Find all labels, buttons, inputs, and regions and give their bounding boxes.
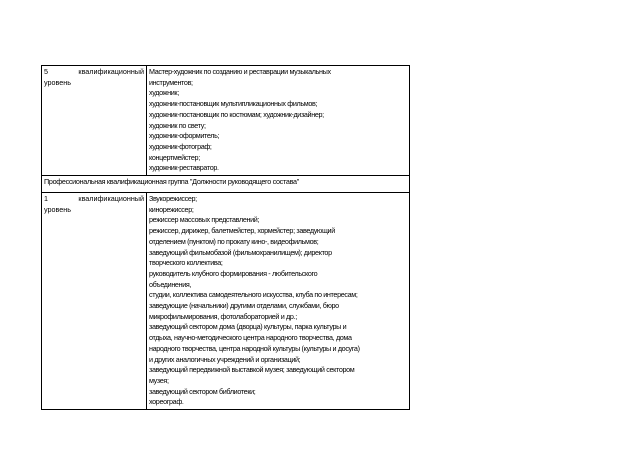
group-header-cell: Профессиональная квалификационная группа "Должности руководящего состава" <box>42 176 410 193</box>
qualification-level-unit: уровень <box>44 204 71 214</box>
position-line: объединения, <box>149 279 192 289</box>
position-line: художник-фотограф; <box>149 141 212 151</box>
qualification-level-number: 5 <box>44 67 48 76</box>
table-row <box>42 66 410 176</box>
qualification-level-number: 1 <box>44 194 48 204</box>
position-line: художник-постановщик мультипликационных фильмов; <box>149 99 318 109</box>
qualification-level-word: квалификационный <box>78 67 144 76</box>
position-line: режиссер массовых представлений; <box>149 215 260 225</box>
position-line: руководитель клубного формирования - любительского <box>149 268 318 278</box>
position-line: народного творчества, центра народной культуры (культуры и досуга) <box>149 343 360 353</box>
position-line: заведующий сектором дома (дворца) культуры, парка культуры и <box>149 322 347 332</box>
position-line: студии, коллектива самодеятельного искусства, клуба по интересам; <box>149 290 358 300</box>
position-line: Мастер-художник по созданию и реставрации музыкальных <box>149 67 331 76</box>
position-line: художник-постановщик по костюмам; художник-дизайнер; <box>149 109 324 119</box>
position-line: творческого коллектива; <box>149 258 223 268</box>
position-line: хореограф. <box>149 397 184 407</box>
position-line: инструментов; <box>149 77 193 87</box>
position-line: отдыха, научно-методического центра народного творчества, дома <box>149 333 352 343</box>
qualification-level-cell <box>42 66 147 176</box>
position-line: микрофильмирования, фотолабораторией и др.; <box>149 311 297 321</box>
position-line: художник по свету; <box>149 120 206 130</box>
position-line: художник-оформитель; <box>149 131 220 141</box>
position-line: режиссер, дирижер, балетмейстер, хормейстер; заведующий <box>149 226 335 236</box>
qualification-level-title <box>44 67 144 78</box>
position-line: Звукорежиссер; <box>149 194 197 204</box>
position-line: заведующий передвижной выставкой музея; заведующий сектором <box>149 365 355 375</box>
positions-cell <box>147 66 410 176</box>
position-line: художник; <box>149 88 179 98</box>
position-line: кинорежиссер; <box>149 204 194 214</box>
qualification-level-word: квалификационный <box>78 194 144 204</box>
qualification-level-title <box>44 194 144 205</box>
qualification-level-unit: уровень <box>44 77 71 87</box>
table-row <box>42 176 410 193</box>
position-line: заведующий сектором библиотеки; <box>149 386 256 396</box>
position-line: и других аналогичных учреждений и организаций; <box>149 354 301 364</box>
qualification-level-cell <box>42 193 147 410</box>
position-line: отделением (пунктом) по прокату кино-, видеофильмов; <box>149 236 319 246</box>
position-line: художник-реставратор. <box>149 163 219 173</box>
position-line: заведующие (начальники) другими отделами, службами, бюро <box>149 301 339 311</box>
position-line: музея; <box>149 375 169 385</box>
table-row <box>42 193 410 410</box>
position-line: концертмейстер; <box>149 152 200 162</box>
positions-cell <box>147 193 410 410</box>
qualification-table <box>41 65 410 410</box>
position-line: заведующий фильмобазой (фильмохранилищем); директор <box>149 247 332 257</box>
